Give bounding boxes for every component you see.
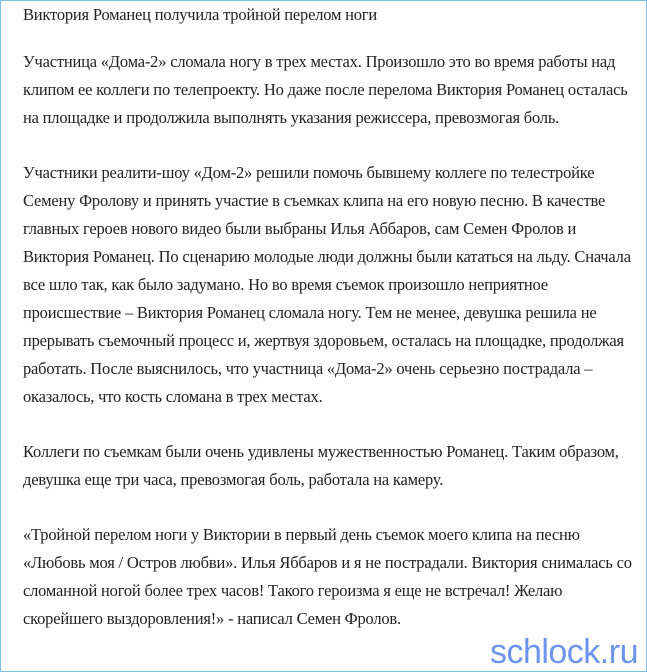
article [1, 1, 646, 633]
watermark: schlock.ru [489, 633, 638, 671]
article-paragraph: Коллеги по съемкам были очень удивлены мужественностью Романец. Таким образом, девушка еще три часа, превозмогая боль, работала на камеру. [23, 442, 619, 489]
article-paragraph: Участница «Дома-2» сломала ногу в трех местах. Произошло это во время работы над клипом ее коллеги по телепроекту. Но даже после перелома Виктория Романец осталась на площадке и продолжила выполнять указания режиссера, превозмогая боль. [23, 52, 628, 127]
article-paragraph: «Тройной перелом ноги у Виктории в первый день съемок моего клипа на песню «Любовь моя / Остров любви». Илья Яббаров и я не пострадали. Виктория снималась со сломанной ногой более трех часов! Такого героизма я еще не встречал! Желаю скорейшего выздоровления!» - написал Семен Фролов. [23, 525, 632, 628]
article-title: Виктория Романец получила тройной перелом ноги [23, 5, 378, 24]
article-paragraph: Участники реалити-шоу «Дом-2» решили помочь бывшему коллеге по телестройке Семену Фролову и принять участие в съемках клипа на его новую песню. В качестве главных героев нового видео были выбраны Илья Аббаров, сам Семен Фролов и Виктория Романец. По сценарию молодые люди должны были кататься на льду. Сначала все шло так, как было задумано. Но во время съемок произошло неприятное происшествие – Виктория Романец сломала ногу. Тем не менее, девушка решила не прерывать съемочный процесс и, жертвуя здоровьем, осталась на площадке, продолжая работать. После выяснилось, что участница «Дома-2» очень серьезно пострадала – оказалось, что кость сломана в трех местах. [23, 163, 631, 406]
